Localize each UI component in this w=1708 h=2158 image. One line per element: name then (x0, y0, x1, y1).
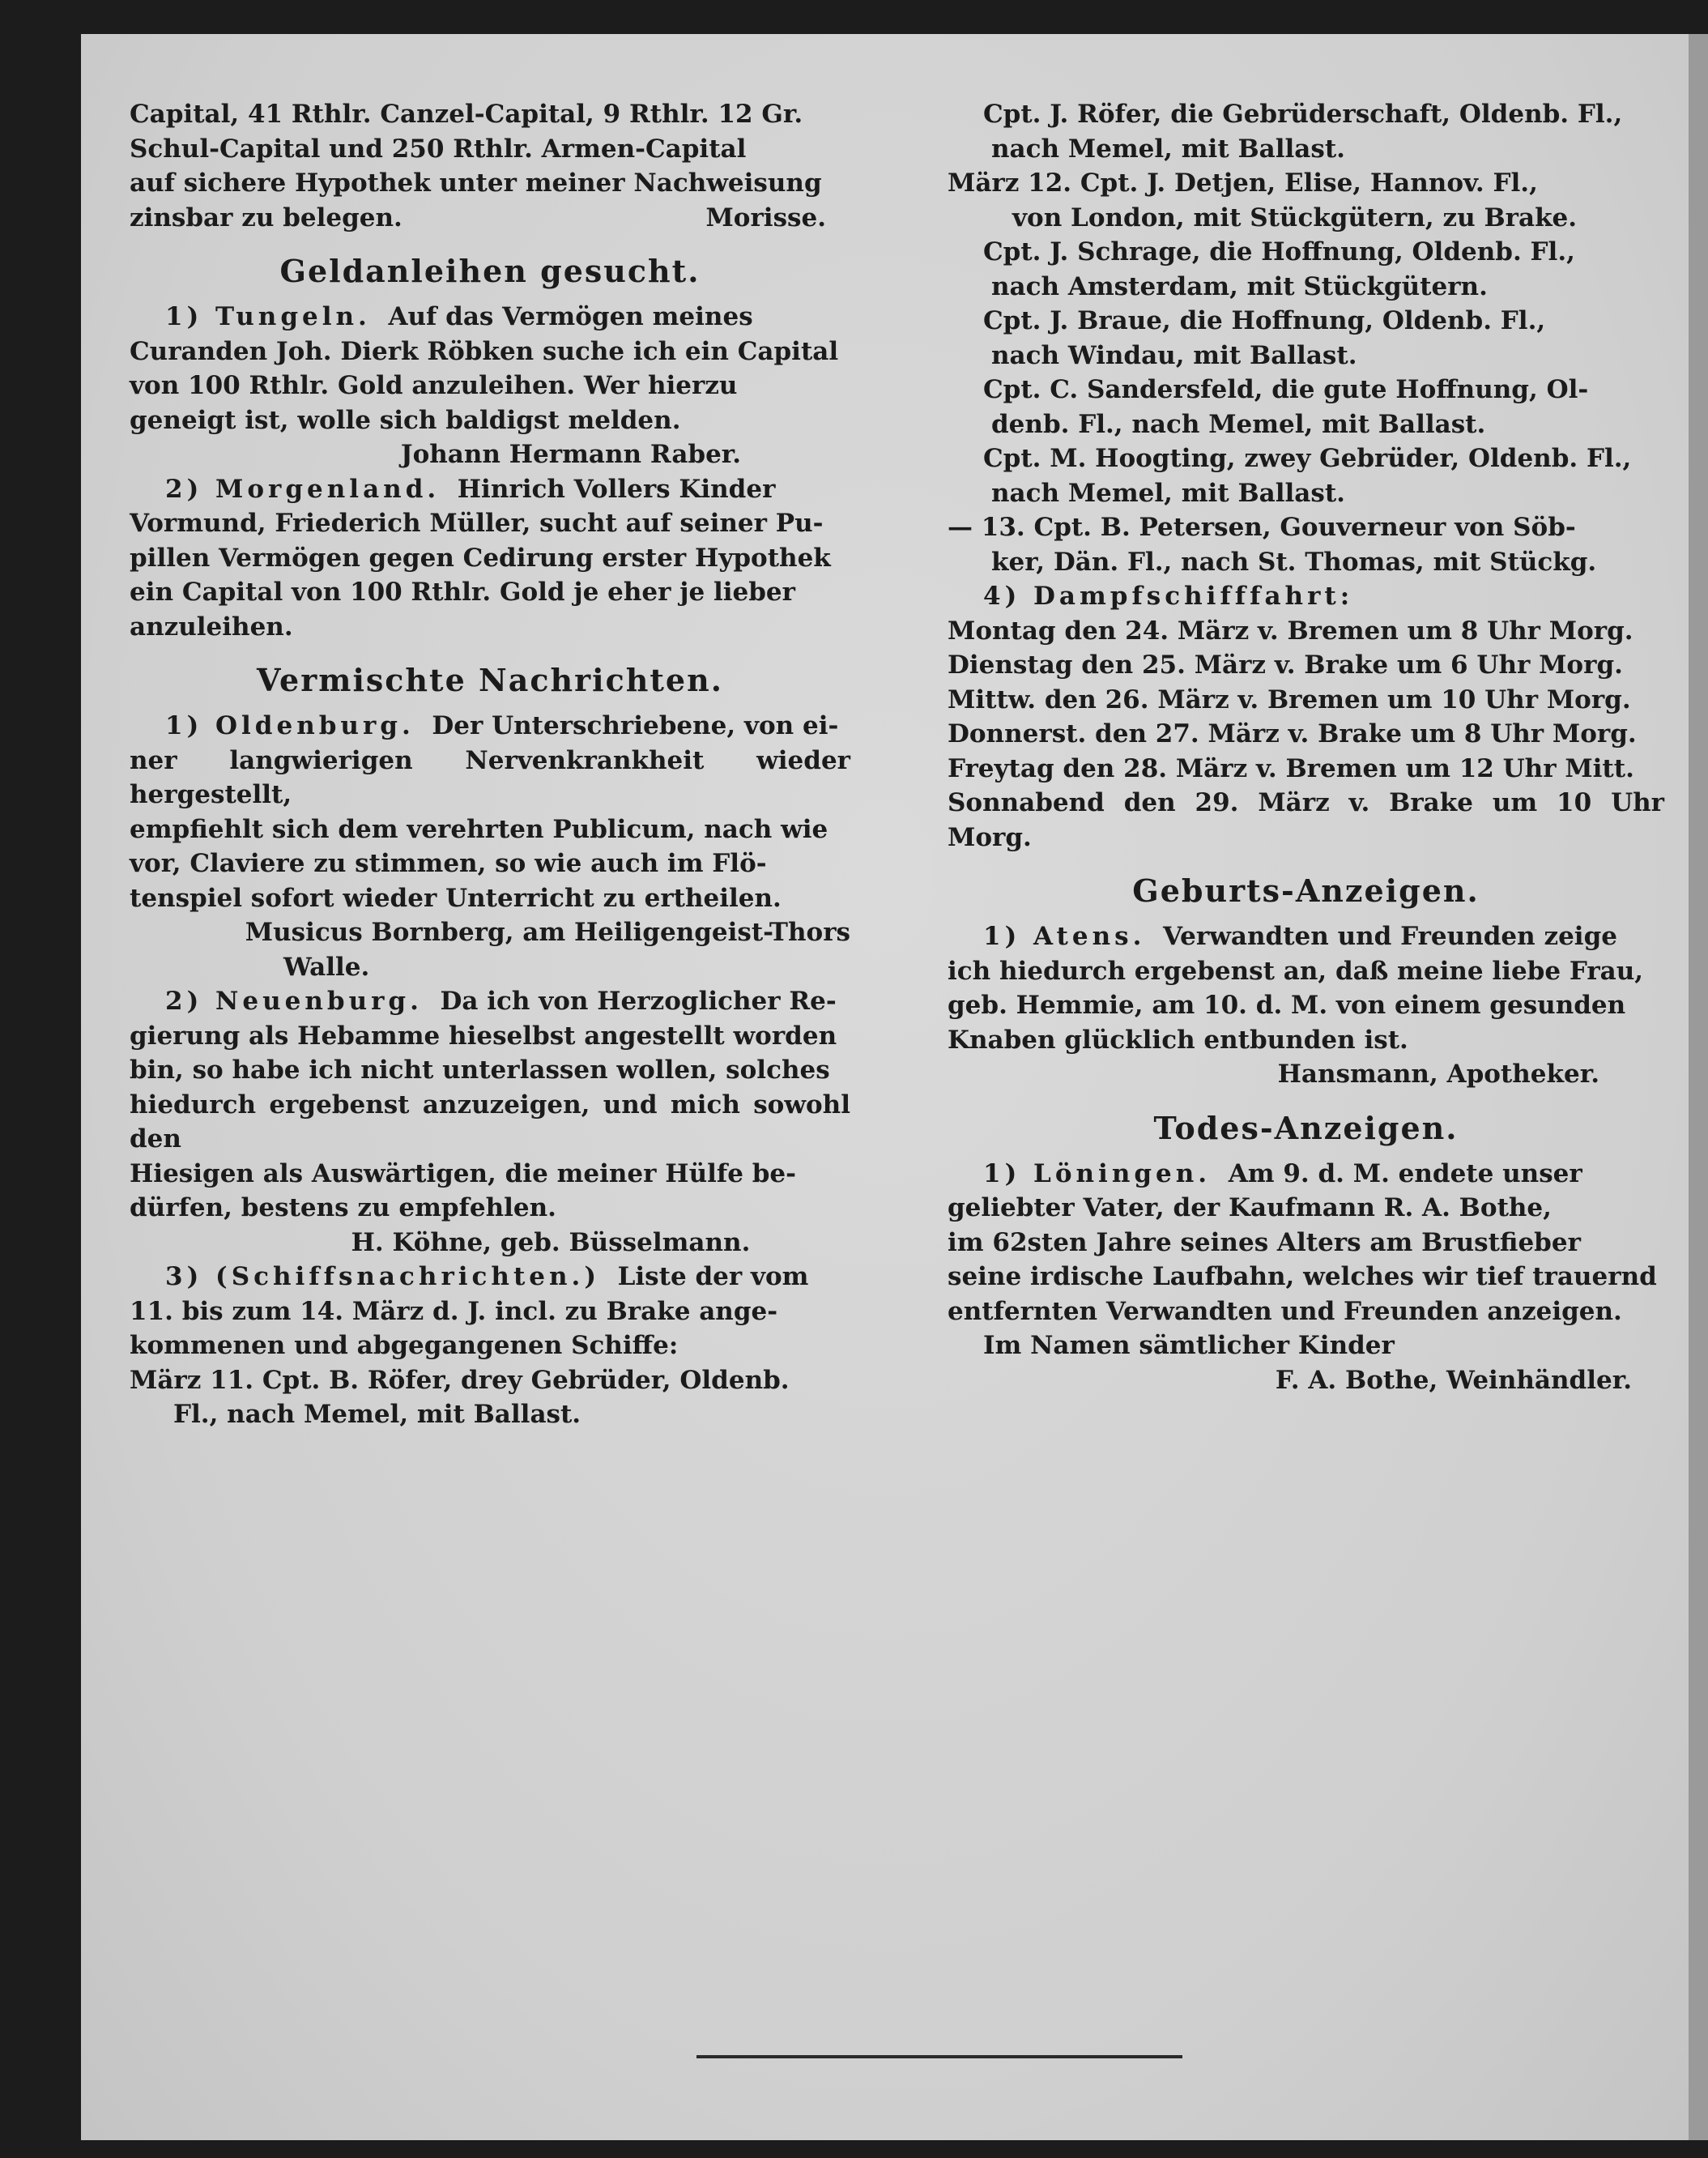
notice-line: von 100 Rthlr. Gold anzuleihen. Wer hierzu (130, 371, 738, 400)
steam-schedule-line: Donnerst. den 27. März v. Brake um 8 Uhr Morg. (948, 719, 1637, 748)
notice-place: 3) (Schiffsnachrichten.) (165, 1262, 601, 1291)
ship-entry: März 12. Cpt. J. Detjen, Elise, Hannov. Fl., (948, 168, 1538, 198)
intro-line (130, 201, 850, 236)
notice-line: Vormund, Friederich Müller, sucht auf seiner Pu- (130, 509, 824, 538)
notice-text: Hinrich Vollers Kinder (457, 474, 776, 504)
notice-line (948, 1157, 1664, 1192)
notice-line: ich hiedurch ergebenst an, daß meine liebe Frau, (948, 956, 1644, 986)
notice-line: ner langwierigen Nervenkrankheit wieder hergestellt, (130, 745, 850, 809)
notice-line: geliebter Vater, der Kaufmann R. A. Bothe, (948, 1193, 1552, 1222)
ship-entry: denb. Fl., nach Memel, mit Ballast. (991, 409, 1486, 439)
ship-entry: Cpt. J. Braue, die Hoffnung, Oldenb. Fl., (983, 306, 1546, 335)
notice-line: empfiehlt sich dem verehrten Publicum, nach wie (130, 814, 828, 844)
intro-text: zinsbar zu belegen. (130, 203, 403, 232)
intro-line: auf sichere Hypothek unter meiner Nachweisung (130, 168, 822, 198)
notice-signature: Johann Hermann Raber. (400, 440, 742, 469)
ship-entry: — 13. Cpt. B. Petersen, Gouverneur von Söb- (948, 513, 1576, 542)
section-heading-misc: Vermischte Nachrichten. (257, 662, 723, 698)
notice-place: 1) Oldenburg. (165, 711, 415, 740)
notice-line: dürfen, bestens zu empfehlen. (130, 1193, 556, 1222)
notice-text: Auf das Vermögen meines (388, 302, 753, 331)
section-heading-loans: Geldanleihen gesucht. (279, 253, 701, 289)
intro-line: Capital, 41 Rthlr. Canzel-Capital, 9 Rthlr. 12 Gr. (130, 100, 803, 129)
notice-place: 1) Atens. (983, 922, 1146, 951)
ship-entry: März 11. Cpt. B. Röfer, drey Gebrüder, Oldenb. (130, 1365, 790, 1395)
notice-place: 2) Morgenland. (165, 474, 441, 504)
notice-place: 1) Tungeln. (165, 302, 371, 331)
notice-line: im 62sten Jahre seines Alters am Brustfieber (948, 1227, 1581, 1257)
section-heading-births: Geburts-Anzeigen. (1132, 872, 1480, 909)
notice-line: anzuleihen. (130, 612, 293, 642)
notice-line: ein Capital von 100 Rthlr. Gold je eher je lieber (130, 578, 795, 607)
notice-signature: Im Namen sämtlicher Kinder (983, 1331, 1395, 1360)
ship-entry: ker, Dän. Fl., nach St. Thomas, mit Stückg. (991, 547, 1597, 577)
notice-place: 1) Löningen. (983, 1158, 1212, 1188)
notice-line: pillen Vermögen gegen Cedirung erster Hypothek (130, 543, 831, 573)
notice-signature: Musicus Bornberg, am Heiligengeist-Thors (245, 918, 850, 947)
notice-text: Liste der vom (617, 1262, 809, 1291)
ship-entry: von London, mit Stückgütern, zu Brake. (1012, 203, 1578, 232)
notice-signature: Walle. (283, 952, 370, 982)
notice-line (130, 1260, 850, 1294)
notice-line: hiedurch ergebenst anzuzeigen, und mich sowohl den (130, 1090, 850, 1154)
ship-entry: Fl., nach Memel, mit Ballast. (173, 1400, 581, 1429)
steam-heading: 4) Dampfschifffahrt: (983, 582, 1354, 611)
notice-signature: Hansmann, Apotheker. (1277, 1060, 1599, 1089)
notice-signature: F. A. Bothe, Weinhändler. (1275, 1365, 1632, 1395)
notice-line (130, 709, 850, 744)
notice-text: Da ich von Herzoglicher Re- (440, 987, 837, 1016)
ship-entry: nach Memel, mit Ballast. (991, 134, 1345, 164)
ship-entry: Cpt. J. Röfer, die Gebrüderschaft, Oldenb. Fl., (983, 100, 1623, 129)
ship-entry: Cpt. C. Sandersfeld, die gute Hoffnung, Ol- (983, 375, 1589, 404)
steam-schedule-line: Montag den 24. März v. Bremen um 8 Uhr Morg. (948, 616, 1633, 646)
section-heading-deaths: Todes-Anzeigen. (1153, 1109, 1459, 1146)
right-column (948, 97, 1664, 1397)
notice-line (130, 472, 850, 507)
notice-text: Am 9. d. M. endete unser (1228, 1158, 1582, 1188)
notice-line: gierung als Hebamme hieselbst angestellt worden (130, 1021, 837, 1051)
left-column (130, 97, 850, 1432)
notice-line (130, 300, 850, 335)
notice-text: Verwandten und Freunden zeige (1162, 922, 1617, 951)
notice-signature: H. Köhne, geb. Büsselmann. (351, 1227, 751, 1257)
notice-line: vor, Claviere zu stimmen, so wie auch im Flö- (130, 849, 767, 878)
steam-schedule-line: Dienstag den 25. März v. Brake um 6 Uhr Morg. (948, 650, 1623, 680)
steam-schedule-line: Mittw. den 26. März v. Bremen um 10 Uhr Morg. (948, 685, 1631, 714)
notice-line: tenspiel sofort wieder Unterricht zu ertheilen. (130, 883, 782, 913)
notice-line: geb. Hemmie, am 10. d. M. von einem gesunden (948, 991, 1626, 1020)
closing-rule (696, 2055, 1182, 2058)
notice-place: 2) Neuenburg. (165, 987, 423, 1016)
ship-entry: Cpt. J. Schrage, die Hoffnung, Oldenb. Fl., (983, 237, 1575, 267)
notice-line: geneigt ist, wolle sich baldigst melden. (130, 405, 681, 435)
page-spine (1689, 34, 1708, 2140)
notice-line: Curanden Joh. Dierk Röbken suche ich ein Capital (130, 336, 839, 366)
ship-entry: nach Amsterdam, mit Stückgütern. (991, 271, 1488, 301)
ship-entry: nach Windau, mit Ballast. (991, 340, 1357, 370)
notice-line: kommenen und abgegangenen Schiffe: (130, 1331, 679, 1360)
notice-line (948, 919, 1664, 954)
notice-text: Der Unterschriebene, von ei- (432, 711, 839, 740)
notice-line: Knaben glücklich entbunden ist. (948, 1025, 1408, 1055)
notice-line (130, 984, 850, 1019)
notice-line: Hiesigen als Auswärtigen, die meiner Hülfe be- (130, 1158, 796, 1188)
notice-line: seine irdische Laufbahn, welches wir tief trauernd (948, 1262, 1657, 1291)
ship-entry: nach Memel, mit Ballast. (991, 478, 1345, 508)
steam-schedule-line: Freytag den 28. März v. Bremen um 12 Uhr Mitt. (948, 753, 1634, 783)
intro-signature: Morisse. (705, 203, 826, 232)
ship-entry: Cpt. M. Hoogting, zwey Gebrüder, Oldenb. Fl., (983, 444, 1632, 473)
notice-line: 11. bis zum 14. März d. J. incl. zu Brake ange- (130, 1296, 778, 1326)
notice-line: entfernten Verwandten und Freunden anzeigen. (948, 1296, 1622, 1326)
steam-schedule-line: Sonnabend den 29. März v. Brake um 10 Uhr Morg. (948, 788, 1664, 852)
notice-line: bin, so habe ich nicht unterlassen wollen, solches (130, 1056, 830, 1085)
intro-line: Schul-Capital und 250 Rthlr. Armen-Capital (130, 134, 747, 164)
